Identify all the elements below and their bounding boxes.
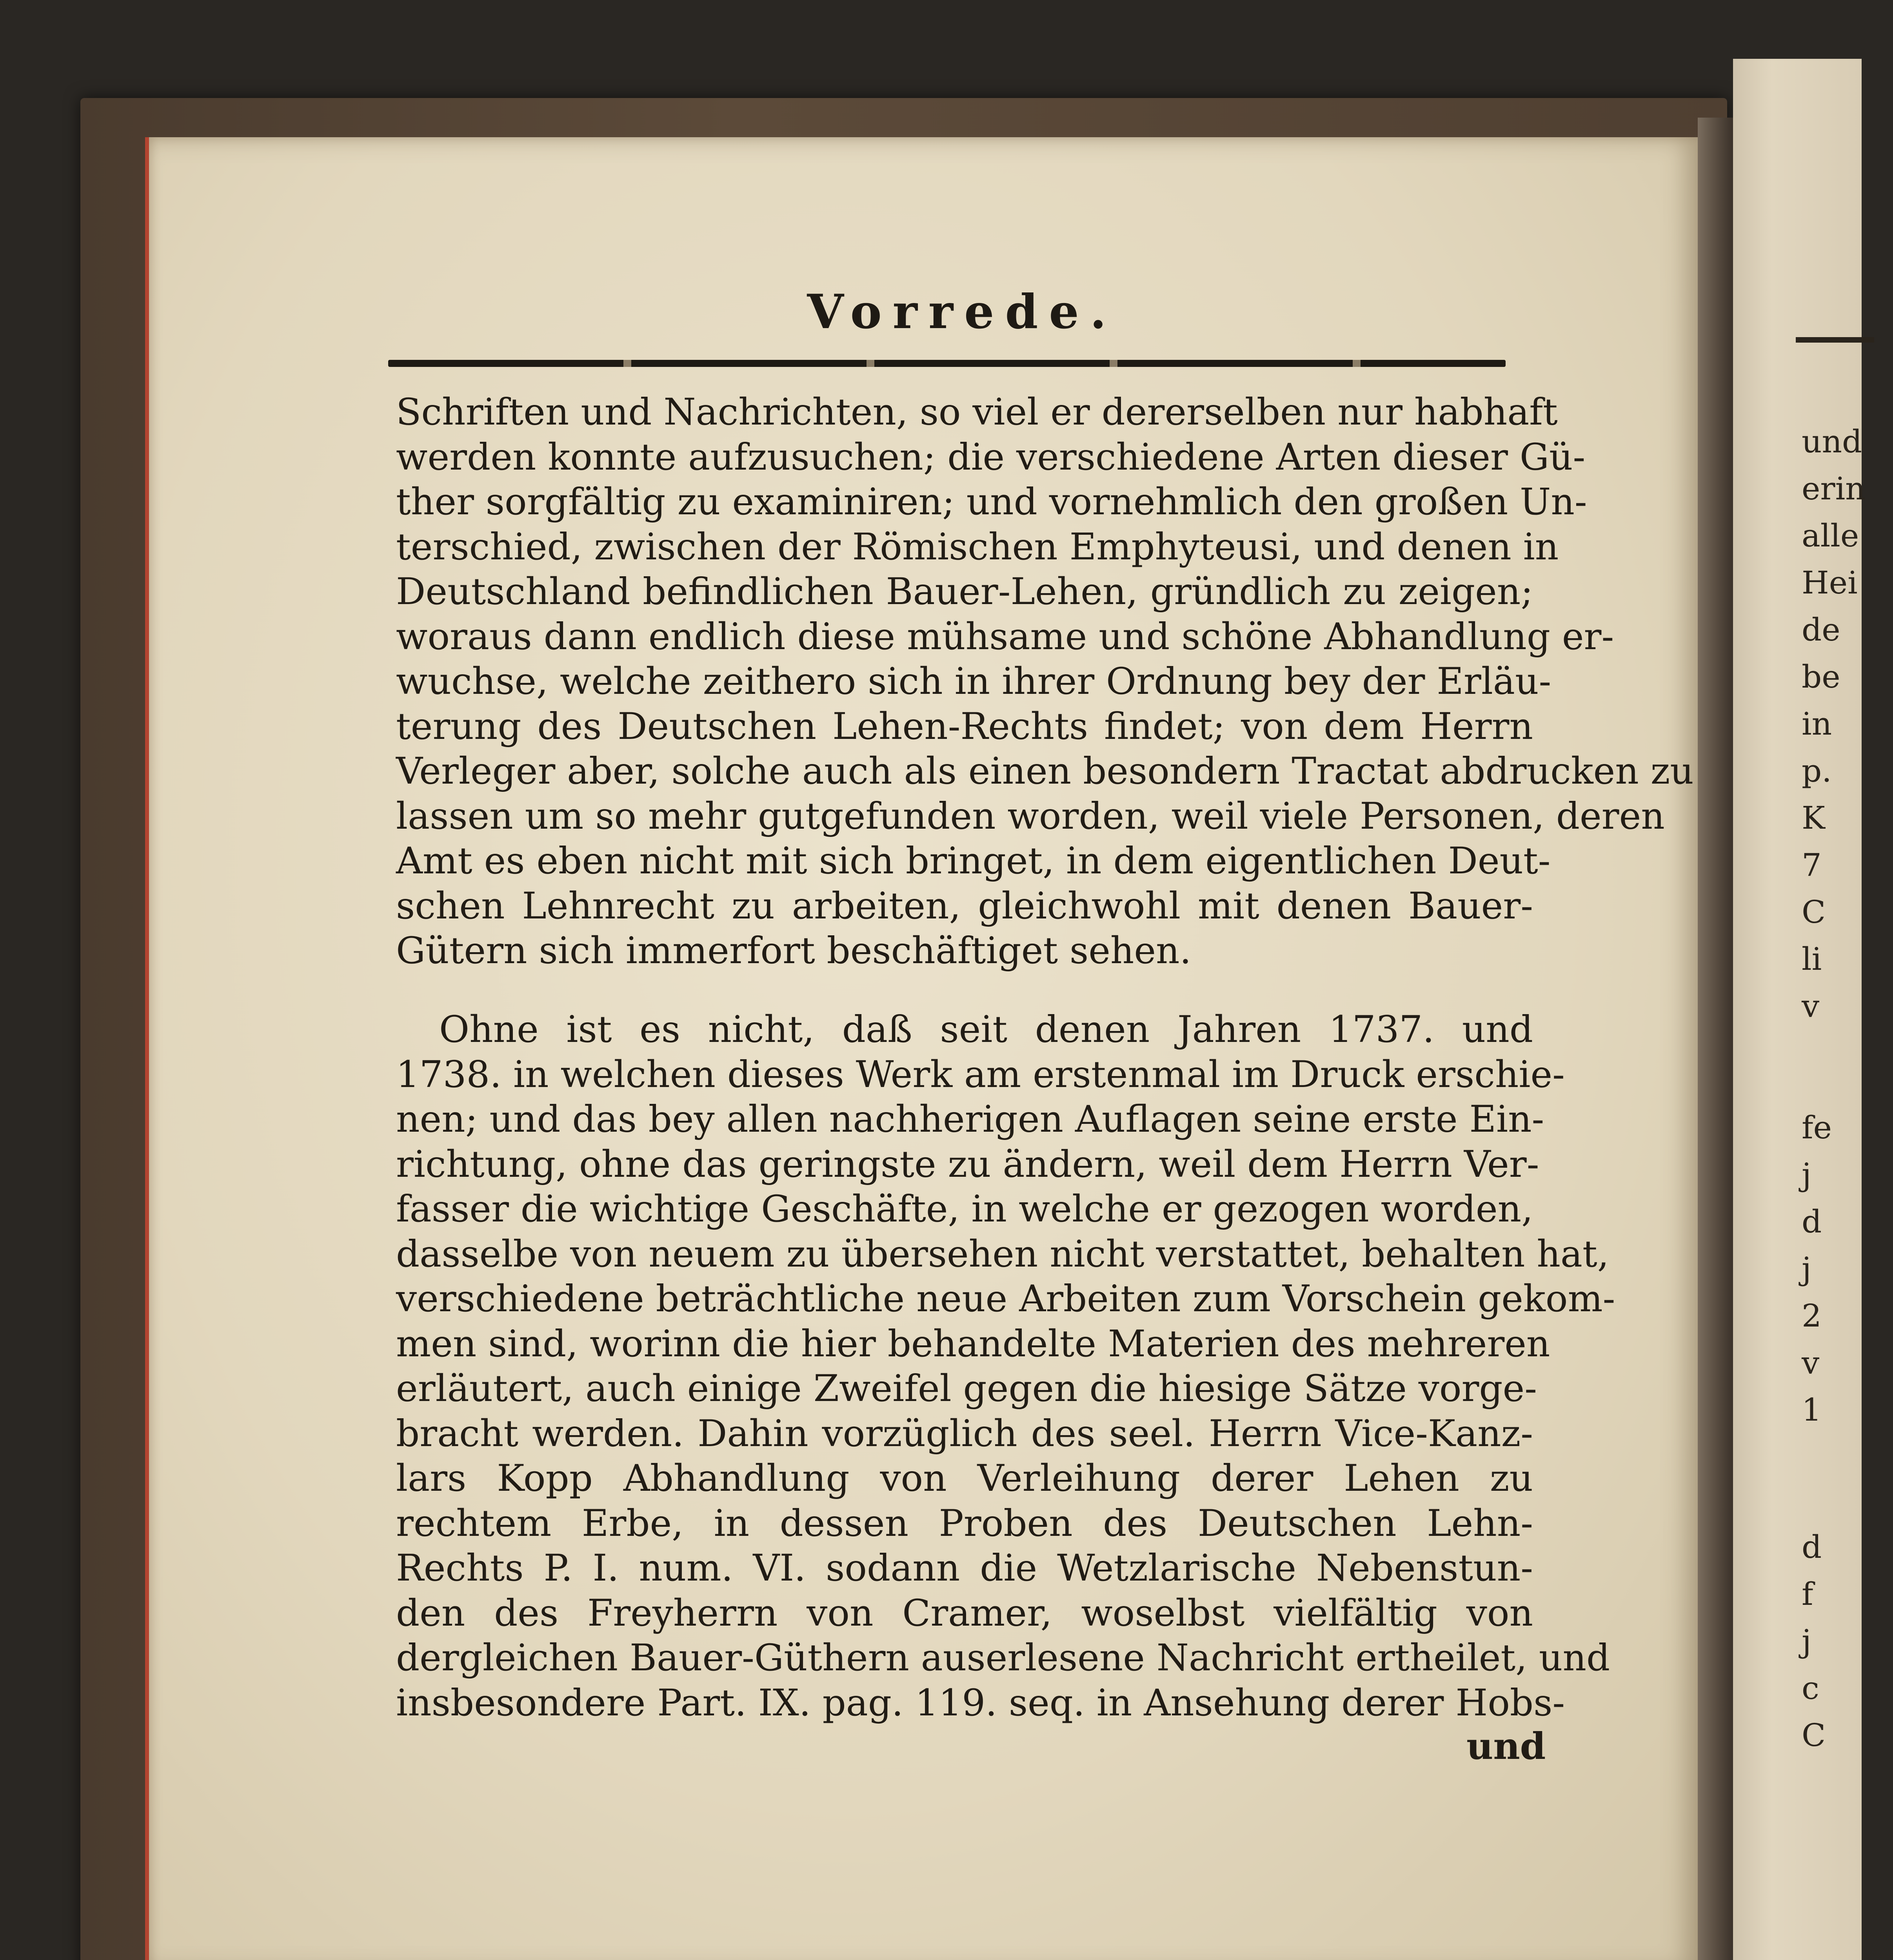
book-gutter (1698, 118, 1733, 1960)
text-line: Rechts P. I. num. VI. sodann die Wetzlarische Nebenstun- (396, 1547, 1533, 1590)
page-red-edge (145, 137, 149, 1960)
text-line: ther sorgfältig zu examiniren; und vornehmlich den großen Un- (396, 481, 1587, 523)
text-line: nen; und das bey allen nachherigen Auflagen seine erste Ein- (396, 1098, 1544, 1141)
facing-page-fragment: de (1802, 612, 1840, 648)
text-line: verschiedene beträchtliche neue Arbeiten zum Vorschein gekom- (396, 1278, 1615, 1320)
facing-page-fragment: be (1802, 659, 1840, 695)
facing-page-fragment: fe (1802, 1109, 1832, 1146)
text-line: men sind, worinn die hier behandelte Materien des mehreren (396, 1322, 1550, 1365)
facing-page-fragment: und (1802, 423, 1862, 460)
facing-page-fragment: c (1802, 1670, 1819, 1706)
facing-page-fragment: f (1802, 1576, 1813, 1612)
text-line: terschied, zwischen der Römischen Emphyteusi, und denen in (396, 525, 1559, 568)
text-line: erläutert, auch einige Zweifel gegen die hiesige Sätze vorge- (396, 1367, 1537, 1410)
facing-page-fragment: 1 (1802, 1392, 1822, 1428)
catchword: und (1466, 1725, 1546, 1768)
facing-page-fragment: 2 (1802, 1298, 1822, 1334)
text-line: richtung, ohne das geringste zu ändern, weil dem Herrn Ver- (396, 1143, 1539, 1186)
facing-page-fragment: K (1802, 800, 1825, 836)
facing-page-fragment: v (1802, 988, 1820, 1024)
text-line: bracht werden. Dahin vorzüglich des seel. Herrn Vice-Kanz- (396, 1412, 1533, 1455)
facing-page-fragment: in (1802, 706, 1832, 742)
text-line: woraus dann endlich diese mühsame und schöne Abhandlung er- (396, 615, 1614, 658)
facing-page-fragment: C (1802, 894, 1826, 930)
facing-page-fragment: 7 (1802, 847, 1822, 883)
text-line: rechtem Erbe, in dessen Proben des Deutschen Lehn- (396, 1502, 1533, 1545)
paragraph-2 (396, 1007, 1615, 1726)
text-line: lars Kopp Abhandlung von Verleihung derer Lehen zu (396, 1457, 1533, 1500)
text-line: Gütern sich immerfort beschäftiget sehen. (396, 929, 1192, 972)
text-line: insbesondere Part. IX. pag. 119. seq. in Ansehung derer Hobs- (396, 1681, 1565, 1724)
text-line: werden konnte aufzusuchen; die verschiedene Arten dieser Gü- (396, 436, 1586, 479)
text-line: 1738. in welchen dieses Werk am erstenmal im Druck erschie- (396, 1053, 1565, 1096)
text-line: fasser die wichtige Geschäfte, in welche er gezogen worden, (396, 1188, 1533, 1230)
text-line: terung des Deutschen Lehen-Rechts findet; von dem Herrn (396, 705, 1533, 748)
facing-page-fragment: C (1802, 1717, 1826, 1753)
facing-page-fragment: erin (1802, 470, 1866, 507)
facing-page-fragment: Hei (1802, 564, 1858, 601)
facing-page-fragment: p. (1802, 753, 1832, 789)
facing-page-fragment: j (1802, 1623, 1811, 1659)
text-line: Verleger aber, solche auch als einen besondern Tractat abdrucken zu (396, 750, 1694, 793)
text-line: dergleichen Bauer-Güthern auserlesene Nachricht ertheilet, und (396, 1637, 1610, 1679)
text-line: lassen um so mehr gutgefunden worden, weil viele Personen, deren (396, 795, 1665, 838)
title-rule (388, 360, 1506, 367)
facing-page (1733, 59, 1866, 1960)
facing-page-fragment: d (1802, 1203, 1822, 1240)
facing-page-fragment: j (1802, 1156, 1811, 1193)
facing-page-fragment: v (1802, 1345, 1820, 1381)
facing-page-fragment: li (1802, 941, 1822, 977)
paragraph-1 (396, 390, 1694, 974)
text-line: wuchse, welche zeithero sich in ihrer Ordnung bey der Erläu- (396, 660, 1551, 703)
text-line: schen Lehnrecht zu arbeiten, gleichwohl mit denen Bauer- (396, 884, 1533, 927)
page-title: Vorrede. (807, 284, 1117, 339)
text-line: Ohne ist es nicht, daß seit denen Jahren 1737. und (439, 1008, 1533, 1051)
facing-page-fragment: alle (1802, 517, 1859, 554)
text-line: Deutschland befindlichen Bauer-Lehen, gründlich zu zeigen; (396, 570, 1533, 613)
text-line: den des Freyherrn von Cramer, woselbst vielfältig von (396, 1592, 1533, 1635)
facing-page-fragment: j (1802, 1250, 1811, 1287)
text-line: Amt es eben nicht mit sich bringet, in dem eigentlichen Deut- (396, 840, 1551, 882)
facing-page-fragment: d (1802, 1529, 1822, 1565)
text-line: Schriften und Nachrichten, so viel er dererselben nur habhaft (396, 391, 1558, 434)
text-line: dasselbe von neuem zu übersehen nicht verstattet, behalten hat, (396, 1232, 1609, 1276)
